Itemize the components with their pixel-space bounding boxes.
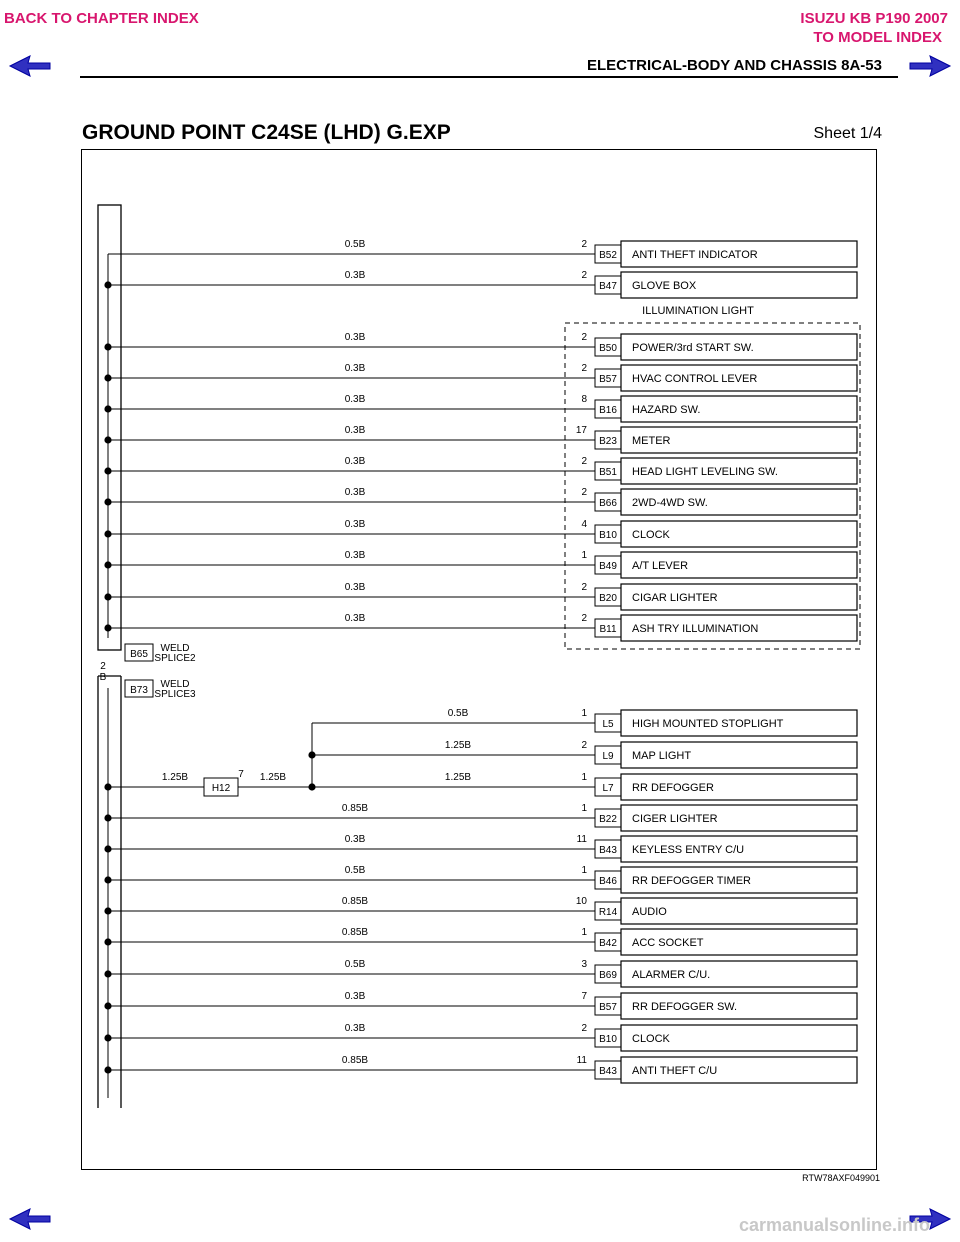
pin-number: 2 [581,363,587,374]
section-header: ELECTRICAL-BODY AND CHASSIS 8A-53 [586,57,882,74]
pin-number: 3 [581,959,587,970]
component-label: HAZARD SW. [632,404,701,416]
pin-number: 2 [581,582,587,593]
connector-code: B52 [599,250,617,261]
splice3-label: SPLICE3 [154,689,196,700]
connector-code: B43 [599,1066,617,1077]
h12-connector-code: H12 [211,783,231,794]
pin-number: 2 [581,1023,587,1034]
component-label: RR DEFOGGER SW. [632,1001,738,1013]
splice-joint-dot [104,498,111,505]
connector-code: B49 [599,561,617,572]
wire-size-label: 0.3B [344,456,366,467]
pin-number: 1 [581,772,587,783]
pin-number: 11 [576,834,587,845]
splice-joint-dot [104,845,111,852]
splice-joint-dot [104,970,111,977]
connector-code: B22 [599,814,617,825]
model-name-link[interactable]: ISUZU KB P190 2007 [800,10,948,27]
wire-size-label: 0.85B [341,927,369,938]
wire-size-label: 0.3B [344,1023,366,1034]
h12-right-wire-size: 1.25B [259,772,287,783]
back-to-chapter-index-link[interactable]: BACK TO CHAPTER INDEX [4,10,199,27]
wire-size-label: 0.3B [344,613,366,624]
connector-code: B42 [599,938,617,949]
h12-pin-number: 7 [238,769,244,780]
pin-number: 2 [581,456,587,467]
component-label: AUDIO [632,906,667,918]
pin-number: 2 [581,270,587,281]
wire-size-label: 0.85B [341,803,369,814]
splice2-label: SPLICE2 [154,653,196,664]
ground-wire-color: B [99,672,107,683]
page-title: GROUND POINT C24SE (LHD) G.EXP [82,121,451,144]
wire-size-label: 0.5B [344,865,366,876]
connector-code: B10 [599,530,617,541]
component-label: RR DEFOGGER [632,782,714,794]
connector-code: R14 [598,907,618,918]
component-label: HEAD LIGHT LEVELING SW. [632,466,778,478]
component-label: MAP LIGHT [632,750,692,762]
wire-size-label: 0.3B [344,363,366,374]
splice-joint-dot [104,467,111,474]
component-label: ANTI THEFT INDICATOR [632,249,758,261]
splice3-code: B73 [130,685,148,696]
sheet-number: Sheet 1/4 [813,125,882,142]
component-label: ANTI THEFT C/U [632,1065,718,1077]
splice-joint-dot [104,405,111,412]
connector-code: B23 [599,436,617,447]
component-label: ACC SOCKET [632,937,704,949]
component-label: HVAC CONTROL LEVER [632,373,758,385]
connector-code: B16 [599,405,617,416]
splice-joint-dot [104,814,111,821]
pin-number: 1 [581,803,587,814]
splice2-label: WELD [160,643,190,654]
splice-joint-dot [104,624,111,631]
wire-size-label: 0.3B [344,394,366,405]
to-model-index-link[interactable]: TO MODEL INDEX [813,29,942,46]
splice-joint-dot [104,436,111,443]
splice-joint-dot [104,561,111,568]
pin-number: 7 [581,991,587,1002]
wire-size-label: 0.5B [344,959,366,970]
pin-number: 11 [576,1055,587,1066]
pin-number: 2 [581,332,587,343]
splice-joint-dot [104,281,111,288]
connector-code: B57 [599,1002,617,1013]
component-label: GLOVE BOX [632,280,697,292]
connector-code: B69 [599,970,617,981]
component-label: CLOCK [632,529,670,541]
component-label: CIGAR LIGHTER [632,592,718,604]
connector-code: B50 [599,343,617,354]
wire-size-label: 0.3B [344,487,366,498]
wire-size-label: 0.85B [341,1055,369,1066]
wire-size-label: 0.3B [344,550,366,561]
splice3-label: WELD [160,679,190,690]
pin-number: 1 [581,550,587,561]
pin-number: 2 [581,740,587,751]
splice2-bar [98,205,121,650]
splice-joint-dot [104,907,111,914]
wire-size-label: 1.25B [444,772,472,783]
document-id: RTW78AXF049901 [802,1173,880,1183]
splice-joint-dot [104,343,111,350]
component-label: KEYLESS ENTRY C/U [632,844,745,856]
illumination-group-label: ILLUMINATION LIGHT [642,305,754,317]
connector-code: B51 [599,467,617,478]
pin-number: 2 [581,239,587,250]
splice-joint-dot [104,374,111,381]
connector-code: B20 [599,593,617,604]
component-label: A/T LEVER [632,560,689,572]
wire-size-label: 0.3B [344,425,366,436]
pin-number: 8 [581,394,587,405]
connector-code: B57 [599,374,617,385]
pin-number: 1 [581,927,587,938]
splice2-code: B65 [130,649,148,660]
connector-code: L9 [602,751,614,762]
component-label: HIGH MOUNTED STOPLIGHT [632,718,784,730]
pin-number: 2 [581,613,587,624]
connector-code: B46 [599,876,617,887]
wire-size-label: 0.3B [344,834,366,845]
connector-code: L5 [602,719,614,730]
ground-pin-number: 2 [100,661,106,672]
pin-number: 4 [581,519,587,530]
previous-page-arrow-icon-bottom[interactable] [8,1208,52,1230]
splice-joint-dot [104,593,111,600]
splice-joint-dot [104,530,111,537]
wire-size-label: 0.3B [344,270,366,281]
wire-size-label: 0.85B [341,896,369,907]
connector-code: B43 [599,845,617,856]
wire-size-label: 1.25B [444,740,472,751]
component-label: ASH TRY ILLUMINATION [632,623,759,635]
splice-joint-dot [104,1002,111,1009]
watermark: carmanualsonline.info [738,1215,930,1235]
pin-number: 10 [575,896,587,907]
h12-left-wire-size: 1.25B [161,772,189,783]
pin-number: 1 [581,865,587,876]
splice-joint-dot [104,1066,111,1073]
pin-number: 17 [575,425,587,436]
splice-joint-dot [104,1034,111,1041]
pin-number: 1 [581,708,587,719]
wire-size-label: 0.5B [447,708,469,719]
pin-number: 2 [581,487,587,498]
connector-code: B10 [599,1034,617,1045]
splice-joint-dot [104,876,111,883]
component-label: RR DEFOGGER TIMER [632,875,751,887]
wire-size-label: 0.3B [344,991,366,1002]
wire-size-label: 0.5B [344,239,366,250]
component-label: METER [632,435,671,447]
connector-code: B47 [599,281,617,292]
wire-size-label: 0.3B [344,582,366,593]
component-label: CIGER LIGHTER [632,813,718,825]
component-label: 2WD-4WD SW. [632,497,708,509]
connector-code: L7 [602,783,614,794]
splice-joint-dot [104,938,111,945]
connector-code: B11 [599,624,617,635]
wire-size-label: 0.3B [344,519,366,530]
component-label: ALARMER C/U. [632,969,711,981]
connector-code: B66 [599,498,617,509]
component-label: POWER/3rd START SW. [632,342,754,354]
wire-size-label: 0.3B [344,332,366,343]
component-label: CLOCK [632,1033,670,1045]
